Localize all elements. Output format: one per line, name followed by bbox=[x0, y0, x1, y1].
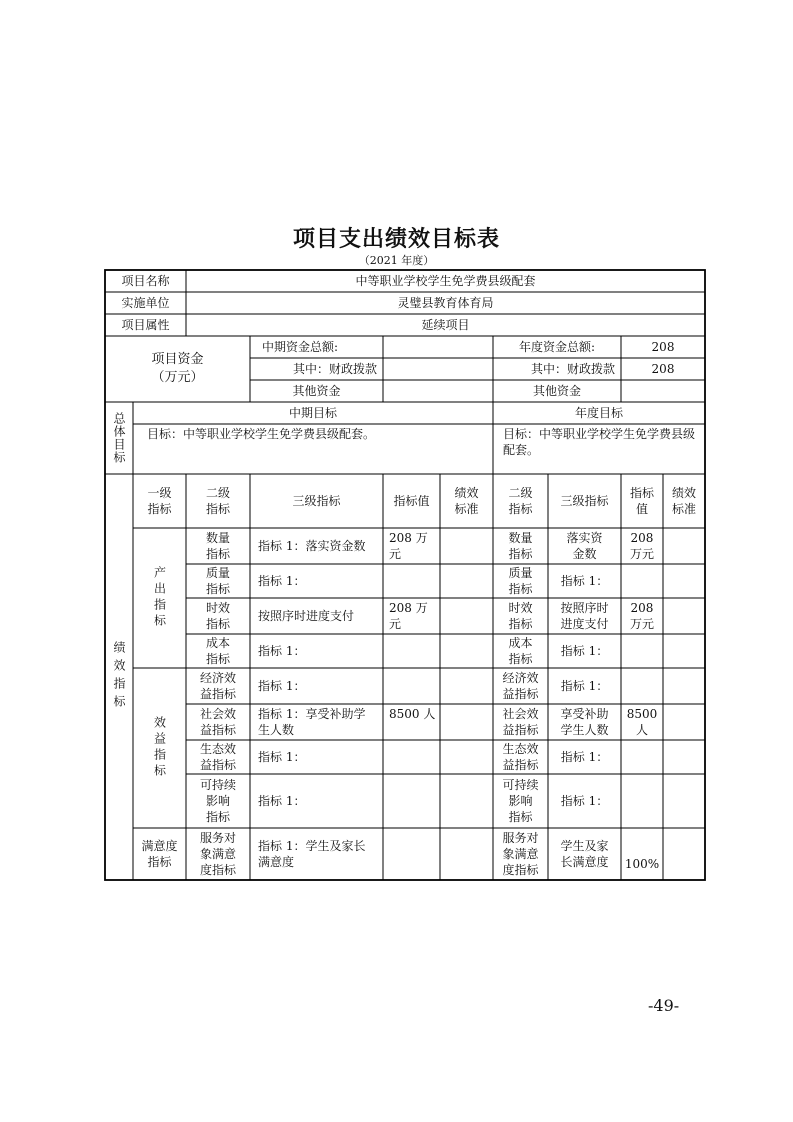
cell-level3: 指标 1： bbox=[258, 644, 306, 658]
mid-other-value bbox=[383, 380, 493, 402]
header-level1: 一级 指标 bbox=[147, 486, 172, 516]
annual-goal-text: 目标：中等职业学校学生免学费县级配套。 bbox=[503, 427, 696, 457]
cell-level2: 数量 指标 bbox=[205, 531, 230, 561]
cell-standard-annual bbox=[663, 634, 705, 668]
annual-fiscal-label: 其中：财政拨款 bbox=[530, 362, 615, 376]
cell-standard bbox=[440, 668, 493, 704]
mid-fiscal-value bbox=[383, 358, 493, 380]
cell-value: 208 万 元 bbox=[389, 531, 428, 561]
unit-label: 实施单位 bbox=[121, 296, 170, 310]
annual-goal-header: 年度目标 bbox=[574, 406, 623, 420]
mid-fiscal-label: 其中：财政拨款 bbox=[292, 362, 377, 376]
mid-goal-text: 目标：中等职业学校学生免学费县级配套。 bbox=[147, 427, 376, 441]
cell-level3: 指标 1： bbox=[258, 750, 306, 764]
cell-level2: 质量 指标 bbox=[205, 566, 230, 596]
mid-other-label: 其他资金 bbox=[292, 384, 341, 398]
cell-level3-annual: 学生及家 长满意度 bbox=[560, 839, 609, 869]
cell-level2: 社会效 益指标 bbox=[199, 707, 236, 737]
mid-total-value bbox=[383, 336, 493, 358]
performance-label: 绩效指标 bbox=[112, 641, 126, 713]
cell-value: 208 万 元 bbox=[389, 601, 428, 631]
header-standard-annual: 绩效 标准 bbox=[671, 486, 696, 516]
cell-standard bbox=[440, 774, 493, 828]
satisfaction-group-label: 满意度 指标 bbox=[141, 839, 178, 869]
cell-level3: 指标 1：落实资金数 bbox=[258, 539, 366, 553]
cell-standard-annual bbox=[663, 828, 705, 880]
cell-standard bbox=[440, 528, 493, 564]
project-name-label: 项目名称 bbox=[121, 274, 170, 288]
cell-level3-annual: 指标 1： bbox=[560, 679, 609, 693]
header-level2-annual: 二级 指标 bbox=[508, 486, 533, 516]
cell-value-annual bbox=[621, 634, 663, 668]
annual-other-label: 其他资金 bbox=[532, 384, 581, 398]
cell-value-annual: 208 万元 bbox=[629, 531, 654, 561]
cell-level3-annual: 按照序时 进度支付 bbox=[560, 601, 609, 631]
cell-level3-annual: 指标 1： bbox=[560, 750, 609, 764]
annual-other-value bbox=[621, 380, 705, 402]
cell-value-annual bbox=[621, 564, 663, 598]
cell-level2-annual: 成本 指标 bbox=[508, 636, 533, 666]
header-level2: 二级 指标 bbox=[205, 486, 230, 516]
page-number: -49- bbox=[648, 996, 680, 1015]
cell-level3-annual: 享受补助 学生人数 bbox=[560, 707, 609, 737]
cell-standard-annual bbox=[663, 668, 705, 704]
cell-standard-annual bbox=[663, 704, 705, 740]
cell-level3-annual: 指标 1： bbox=[560, 574, 609, 588]
header-value-annual: 指标 值 bbox=[629, 486, 654, 516]
cell-level2-annual: 时效 指标 bbox=[508, 601, 533, 631]
cell-level3: 按照序时进度支付 bbox=[258, 609, 355, 623]
annual-fiscal-value: 208 bbox=[651, 362, 675, 376]
cell-level3: 指标 1：学生及家长 满意度 bbox=[258, 839, 366, 869]
funds-label: 项目资金 （万元） bbox=[151, 352, 204, 385]
header-level3-annual: 三级指标 bbox=[560, 494, 609, 508]
attribute-value: 延续项目 bbox=[421, 318, 470, 332]
cell-value bbox=[383, 774, 440, 828]
header-standard: 绩效 标准 bbox=[454, 486, 479, 516]
cell-level3: 指标 1： bbox=[258, 794, 306, 808]
cell-level3-annual: 指标 1： bbox=[560, 644, 609, 658]
cell-level2-annual: 服务对 象满意 度指标 bbox=[502, 831, 539, 877]
cell-level3: 指标 1：享受补助学 生人数 bbox=[258, 707, 366, 737]
cell-value-annual bbox=[621, 774, 663, 828]
cell-value-annual: 208 万元 bbox=[629, 601, 654, 631]
cell-level2: 生态效 益指标 bbox=[199, 742, 236, 772]
cell-standard bbox=[440, 704, 493, 740]
cell-value-annual: 8500 人 bbox=[626, 707, 658, 737]
mid-goal-header: 中期目标 bbox=[288, 406, 337, 420]
cell-level3-annual: 指标 1： bbox=[560, 794, 609, 808]
cell-standard-annual bbox=[663, 740, 705, 774]
cell-value bbox=[383, 668, 440, 704]
output-group-label: 产出指标 bbox=[152, 566, 167, 630]
annual-total-label: 年度资金总额: bbox=[518, 340, 596, 354]
header-level3: 三级指标 bbox=[292, 494, 341, 508]
cell-level2-annual: 可持续 影响 指标 bbox=[502, 778, 539, 824]
mid-total-label: 中期资金总额: bbox=[262, 340, 339, 354]
cell-standard bbox=[440, 564, 493, 598]
cell-level2: 可持续 影响 指标 bbox=[199, 778, 236, 824]
unit-value: 灵璧县教育体育局 bbox=[397, 296, 494, 310]
year-label: （2021 年度） bbox=[358, 254, 435, 267]
annual-total-value: 208 bbox=[651, 340, 675, 354]
cell-value-annual bbox=[621, 668, 663, 704]
cell-value: 8500 人 bbox=[389, 707, 436, 721]
cell-level2: 服务对 象满意 度指标 bbox=[199, 831, 236, 877]
cell-level3-annual: 落实资 金数 bbox=[566, 531, 603, 561]
cell-standard bbox=[440, 740, 493, 774]
cell-value bbox=[383, 740, 440, 774]
project-name-value: 中等职业学校学生免学费县级配套 bbox=[355, 274, 536, 288]
cell-value bbox=[383, 564, 440, 598]
header-value: 指标值 bbox=[393, 494, 430, 508]
cell-standard-annual bbox=[663, 774, 705, 828]
cell-standard bbox=[440, 598, 493, 634]
attribute-label: 项目属性 bbox=[121, 318, 170, 332]
cell-standard-annual bbox=[663, 564, 705, 598]
cell-level3: 指标 1： bbox=[258, 679, 306, 693]
overall-goal-label: 总体目标 bbox=[112, 412, 126, 464]
cell-level2: 成本 指标 bbox=[205, 636, 230, 666]
cell-level2: 时效 指标 bbox=[205, 601, 230, 631]
cell-value-annual: 100% bbox=[624, 857, 660, 871]
cell-standard bbox=[440, 828, 493, 880]
cell-level2-annual: 质量 指标 bbox=[508, 566, 533, 596]
cell-level2-annual: 数量 指标 bbox=[508, 531, 533, 561]
cell-level2-annual: 生态效 益指标 bbox=[502, 742, 539, 772]
page-title: 项目支出绩效目标表 bbox=[292, 227, 500, 252]
cell-standard bbox=[440, 634, 493, 668]
cell-level3: 指标 1： bbox=[258, 574, 306, 588]
cell-value bbox=[383, 828, 440, 880]
cell-level2-annual: 社会效 益指标 bbox=[502, 707, 539, 737]
cell-value-annual bbox=[621, 740, 663, 774]
benefit-group-label: 效益指标 bbox=[152, 716, 167, 780]
cell-standard-annual bbox=[663, 598, 705, 634]
cell-standard-annual bbox=[663, 528, 705, 564]
cell-level2: 经济效 益指标 bbox=[199, 671, 236, 701]
cell-level2-annual: 经济效 益指标 bbox=[502, 671, 539, 701]
cell-value bbox=[383, 634, 440, 668]
